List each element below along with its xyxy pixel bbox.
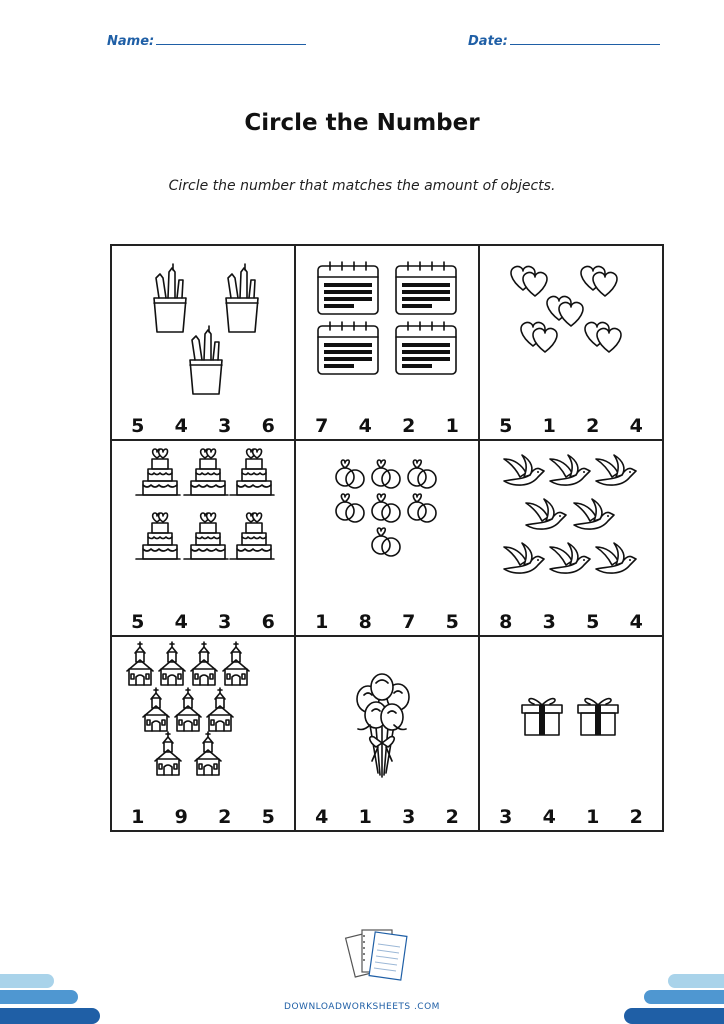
counting-grid bbox=[110, 244, 664, 832]
wedding-cake-icon bbox=[230, 513, 274, 559]
answer-option[interactable]: 9 bbox=[174, 805, 188, 828]
wedding-cake-icon bbox=[136, 449, 180, 495]
footer-site-text: DOWNLOADWORKSHEETS .COM bbox=[284, 1002, 440, 1012]
answer-option[interactable]: 4 bbox=[174, 415, 188, 438]
pencil-cup-icon bbox=[154, 264, 186, 332]
answer-option[interactable]: 5 bbox=[499, 415, 513, 438]
answer-option[interactable]: 1 bbox=[315, 610, 329, 633]
wedding-rings-icon bbox=[372, 528, 400, 556]
answer-option[interactable]: 5 bbox=[131, 610, 145, 633]
answer-option[interactable]: 5 bbox=[445, 610, 459, 633]
answer-option[interactable]: 3 bbox=[218, 610, 232, 633]
answer-option[interactable]: 1 bbox=[131, 805, 145, 828]
footer-wave-left-top bbox=[0, 974, 54, 988]
church-group bbox=[112, 637, 295, 799]
answer-option[interactable]: 4 bbox=[629, 610, 643, 633]
answer-option[interactable]: 3 bbox=[402, 805, 416, 828]
calendar-icon bbox=[396, 262, 456, 314]
date-label: Date: bbox=[468, 34, 508, 49]
wedding-rings-group bbox=[296, 441, 479, 603]
wedding-cake-icon bbox=[230, 449, 274, 495]
answer-option[interactable]: 4 bbox=[542, 805, 556, 828]
cell-gifts bbox=[479, 636, 663, 831]
answer-option[interactable]: 2 bbox=[445, 805, 459, 828]
cell-wedding-rings bbox=[295, 440, 479, 635]
dove-icon bbox=[550, 455, 590, 485]
church-icon bbox=[207, 688, 233, 731]
church-icon bbox=[155, 732, 181, 775]
answer-options bbox=[480, 806, 662, 828]
answer-options bbox=[480, 611, 662, 633]
double-heart-group bbox=[480, 246, 663, 408]
wedding-rings-icon bbox=[372, 460, 400, 488]
answer-option[interactable]: 1 bbox=[358, 805, 372, 828]
church-icon bbox=[127, 642, 153, 685]
answer-option[interactable]: 4 bbox=[629, 415, 643, 438]
answer-options bbox=[296, 806, 478, 828]
double-heart-icon bbox=[581, 266, 617, 296]
church-icon bbox=[143, 688, 169, 731]
church-icon bbox=[223, 642, 249, 685]
gift-box-group bbox=[480, 637, 663, 799]
answer-option[interactable]: 3 bbox=[499, 805, 513, 828]
dove-icon bbox=[526, 499, 566, 529]
double-heart-icon bbox=[585, 322, 621, 352]
pencil-cup-group bbox=[112, 246, 295, 408]
cell-pencil-cups bbox=[111, 245, 295, 440]
rose-bouquet-icon bbox=[357, 674, 409, 777]
cell-calendars bbox=[295, 245, 479, 440]
answer-option[interactable]: 4 bbox=[174, 610, 188, 633]
dove-group bbox=[480, 441, 663, 603]
rose-bouquet-group bbox=[296, 637, 479, 799]
date-line[interactable] bbox=[510, 32, 660, 45]
answer-option[interactable]: 1 bbox=[542, 415, 556, 438]
dove-icon bbox=[504, 543, 544, 573]
footer-wave-right-top bbox=[668, 974, 724, 988]
answer-option[interactable]: 5 bbox=[261, 805, 275, 828]
calendar-icon bbox=[396, 322, 456, 374]
answer-option[interactable]: 4 bbox=[358, 415, 372, 438]
cell-wedding-cakes bbox=[111, 440, 295, 635]
dove-icon bbox=[596, 455, 636, 485]
dove-icon bbox=[574, 499, 614, 529]
dove-icon bbox=[550, 543, 590, 573]
pencil-cup-icon bbox=[190, 326, 222, 394]
instructions: Circle the number that matches the amount of objects. bbox=[168, 178, 556, 194]
answer-option[interactable]: 2 bbox=[402, 415, 416, 438]
answer-option[interactable]: 1 bbox=[445, 415, 459, 438]
answer-options bbox=[112, 611, 294, 633]
answer-option[interactable]: 5 bbox=[586, 610, 600, 633]
wedding-cake-group bbox=[112, 441, 295, 603]
dove-icon bbox=[596, 543, 636, 573]
answer-option[interactable]: 4 bbox=[315, 805, 329, 828]
gift-box-icon bbox=[522, 698, 562, 734]
answer-option[interactable]: 8 bbox=[499, 610, 513, 633]
double-heart-icon bbox=[521, 322, 557, 352]
church-icon bbox=[195, 732, 221, 775]
answer-option[interactable]: 6 bbox=[261, 610, 275, 633]
wedding-rings-icon bbox=[336, 460, 364, 488]
calendar-icon bbox=[318, 262, 378, 314]
answer-option[interactable]: 3 bbox=[542, 610, 556, 633]
church-icon bbox=[175, 688, 201, 731]
answer-option[interactable]: 2 bbox=[218, 805, 232, 828]
answer-option[interactable]: 7 bbox=[402, 610, 416, 633]
cell-rose-bouquet bbox=[295, 636, 479, 831]
wedding-cake-icon bbox=[184, 449, 228, 495]
answer-options bbox=[296, 415, 478, 437]
double-heart-icon bbox=[547, 296, 583, 326]
name-field[interactable] bbox=[107, 32, 306, 49]
calendar-icon bbox=[318, 322, 378, 374]
page-title: Circle the Number bbox=[244, 110, 480, 136]
answer-option[interactable]: 3 bbox=[218, 415, 232, 438]
answer-option[interactable]: 1 bbox=[586, 805, 600, 828]
wedding-rings-icon bbox=[336, 494, 364, 522]
answer-option[interactable]: 5 bbox=[131, 415, 145, 438]
name-line[interactable] bbox=[156, 32, 306, 45]
pencil-cup-icon bbox=[226, 264, 258, 332]
gift-box-icon bbox=[578, 698, 618, 734]
dove-icon bbox=[504, 455, 544, 485]
wedding-rings-icon bbox=[408, 494, 436, 522]
church-icon bbox=[191, 642, 217, 685]
answer-option[interactable]: 7 bbox=[315, 415, 329, 438]
wedding-cake-icon bbox=[184, 513, 228, 559]
wedding-rings-icon bbox=[372, 494, 400, 522]
date-field[interactable] bbox=[468, 32, 660, 49]
double-heart-icon bbox=[511, 266, 547, 296]
answer-option[interactable]: 8 bbox=[358, 610, 372, 633]
wedding-rings-icon bbox=[408, 460, 436, 488]
answer-option[interactable]: 2 bbox=[629, 805, 643, 828]
church-icon bbox=[159, 642, 185, 685]
name-label: Name: bbox=[107, 34, 155, 49]
worksheets-logo-icon bbox=[340, 926, 420, 986]
answer-options bbox=[112, 415, 294, 437]
answer-options bbox=[480, 415, 662, 437]
answer-options bbox=[296, 611, 478, 633]
answer-option[interactable]: 2 bbox=[586, 415, 600, 438]
cell-doves bbox=[479, 440, 663, 635]
wedding-cake-icon bbox=[136, 513, 180, 559]
cell-double-hearts bbox=[479, 245, 663, 440]
answer-option[interactable]: 6 bbox=[261, 415, 275, 438]
answer-options bbox=[112, 806, 294, 828]
calendar-group bbox=[296, 246, 479, 408]
cell-churches bbox=[111, 636, 295, 831]
